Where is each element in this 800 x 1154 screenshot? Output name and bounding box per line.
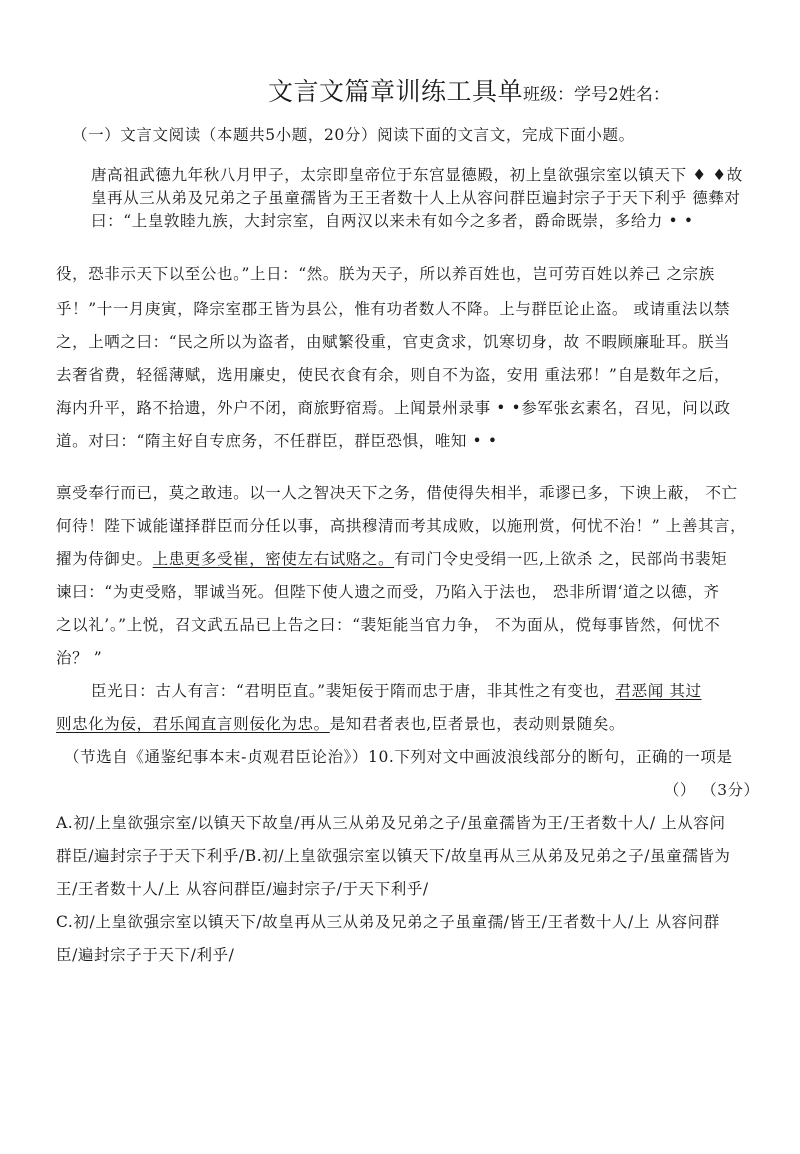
underlined-sentence: 则忠化为佞，君乐闻直言则佞化为忠。	[56, 715, 330, 733]
passage-segment: 是知君者表也,臣者景也，表动则景随矣。	[329, 715, 626, 733]
passage-line: 海内升平，路不拾遗，外户不闭，商旅野宿焉。上闻景州录事 • •参军张玄素名，召见，问以政	[56, 399, 731, 417]
underlined-sentence: 上患更多受崔，密使左右试赂之。	[152, 550, 395, 568]
passage-line: 去奢省费，轻徭薄赋，选用廉史，使民衣食有余，则自不为盗，安用 重法邪！”自是数年之后，	[56, 366, 731, 384]
passage-line: 唐高祖武德九年秋八月甲子，太宗即皇帝位于东宫显德殿，初上皇欲强宗室以镇天下 ♦ ♦故	[91, 166, 743, 184]
document-title: 文言文篇章训练工具单	[268, 77, 524, 106]
passage-line: 何待！陛下诚能谨择群臣而分任以事，高拱穆清而考其成败，以施刑赏，何忧不治！” 上善其言，	[56, 517, 747, 535]
passage-line: 曰：“上皇敦睦九族，大封宗室，自两汉以来未有如今之多者，爵命既崇，多给力 • •	[91, 212, 694, 230]
option-line: 群臣/遍封宗子于天下利乎/B.初/上皇欲强宗室以镇天下/故皇再从三从弟及兄弟之子/虽童孺皆为	[56, 847, 731, 865]
option-line: 王/王者数十人/上 从容问群臣/遍封宗子/于天下利乎/	[56, 880, 429, 898]
question-prompt: （节选自《通鉴纪事本末-贞观君臣论治》）10.下列对文中画波浪线部分的断句，正确的一项是	[64, 748, 733, 766]
passage-line: 皇再从三从弟及兄弟之子虽童孺皆为王王者数十人上从容问群臣遍封宗子于天下利乎 德彝对	[91, 189, 741, 207]
question-score: （） （3分）	[664, 781, 760, 799]
passage-line-with-underline	[91, 679, 702, 701]
underlined-sentence: 君恶闻 其过	[615, 682, 702, 700]
passage-segment: 有司门令史受绢一匹,上欲杀 之，民部尚书裴矩	[394, 550, 728, 568]
option-line: A.初/上皇欲强宗室/以镇天下故皇/再从三从弟及兄弟之子/虽童孺皆为王/王者数十人/ 上从容问	[56, 814, 726, 832]
passage-line-with-underline	[56, 712, 625, 734]
option-line: 臣/遍封宗子于天下/利乎/	[56, 946, 235, 964]
student-info-fields: 班级：学号2姓名：	[523, 85, 670, 105]
passage-segment: 臣光日：古人有言：“君明臣直。”裴矩佞于隋而忠于唐，非其性之有变也，	[91, 682, 616, 700]
header	[268, 72, 670, 108]
passage-line: 役，恐非示天下以至公也。”上日：“然。朕为天子，所以养百姓也，岂可劳百姓以养己 之宗族	[56, 265, 715, 283]
option-line: C.初/上皇欲强宗室以镇天下/故皇再从三从弟及兄弟之子虽童孺/皆王/王者数十人/上 从容问群	[56, 913, 720, 931]
passage-line: 谏曰：“为吏受赂，罪诚当死。但陛下使人遗之而受，乃陷入于法也， 恐非所谓‘道之以德，齐	[56, 583, 720, 601]
passage-line: 乎！”十一月庚寅，降宗室郡王皆为县公，惟有功者数人不降。上与群臣论止盗。 或请重法以禁	[56, 300, 731, 318]
passage-line: 之，上哂之曰：“民之所以为盗者，由赋繁役重，官吏贪求，饥寒切身，故 不暇顾廉耻耳。朕当	[56, 333, 731, 351]
passage-line-with-underline	[56, 547, 727, 569]
passage-line: 道。对曰：“隋主好自专庶务，不任群臣，群臣恐惧，唯知 • •	[56, 432, 498, 450]
section-heading: （一）文言文阅读（本题共5小题，20分）阅读下面的文言文，完成下面小题。	[72, 126, 635, 144]
passage-line: 之以礼’。”上悦，召文武五品已上告之曰：“裴矩能当官力争， 不为面从，傥每事皆然，何忧不	[56, 616, 721, 634]
passage-line: 治？ ”	[56, 649, 103, 667]
passage-line: 禀受奉行而已，莫之敢违。以一人之智决天下之务，借使得失相半，乖谬已多，下谀上蔽， 不亡	[56, 484, 738, 502]
passage-segment: 擢为侍御史。	[56, 550, 153, 568]
